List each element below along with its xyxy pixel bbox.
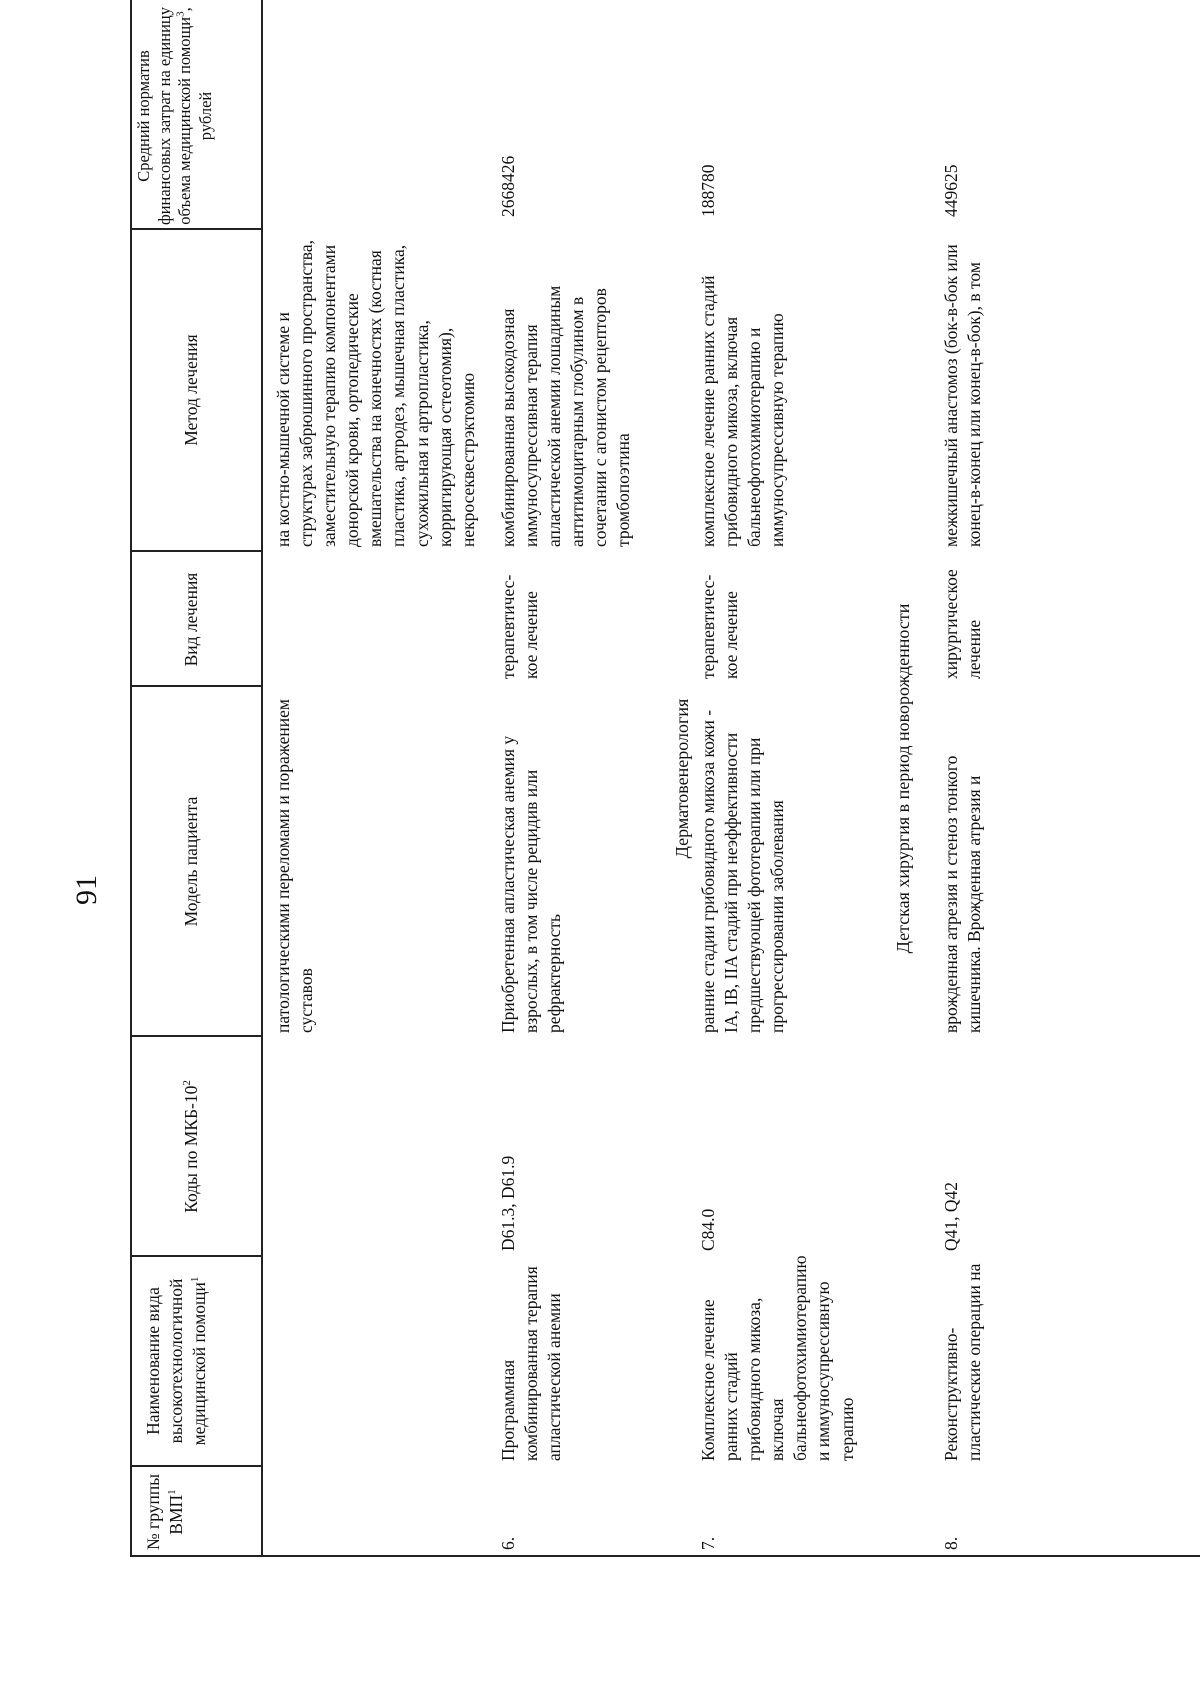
row7-patient-model: ранние стадии грибовидного микоза кожи - IA, IB, IIA стадий при неэффективности предшествующей фототерапии или при прогрессировании заболевания <box>698 709 788 1033</box>
row8-icd-codes: Q41, Q42 <box>941 1181 961 1251</box>
row8-treatment-type: хирургическое лечение <box>941 569 985 679</box>
header-icd-codes: Коды по МКБ-$10^2$ <box>181 1080 201 1213</box>
row6-icd-codes: D61.3, D61.9 <box>498 1155 518 1251</box>
col-divider-5 <box>130 550 261 552</box>
row6-treatment-type: терапевтичес-кое лечение <box>498 574 542 679</box>
header-vmp-name: Наименование вида высокотехнологичной медицинской помощи$^1$ <box>143 1276 210 1446</box>
row7-icd-codes: C84.0 <box>698 1208 718 1251</box>
row8-vmp-name: Реконструктивно-пластические операции на <box>941 1263 985 1461</box>
row6-treatment-method: комбинированная высокодозная иммуносупрессивная терапия апластической анемии лошадиным антитимоцитарным глобулином в сочетании с агонистом рецепторов тромбопоэтина <box>498 285 634 547</box>
col-divider-1 <box>130 1465 261 1467</box>
header-treatment-type: Вид лечения <box>181 572 201 667</box>
header-patient-model: Модель пациента <box>181 796 201 927</box>
header-treatment-method: Метод лечения <box>181 334 201 446</box>
row7-treatment-method: комплексное лечение ранних стадий грибовидного микоза, включая бальнеофотохимиотерапию и иммуносупрессивную терапию <box>698 275 788 547</box>
row8-cost: 449625 <box>941 164 961 217</box>
col-divider-4 <box>130 685 261 687</box>
table-left-border <box>130 1555 1200 1557</box>
row7-number: 7. <box>698 1536 718 1550</box>
row7-vmp-name: Комплексное лечение ранних стадий грибовидного микоза, включая бальнеофотохимиотерапию и иммуносупрессивную терапию <box>698 1255 857 1461</box>
col-divider-3 <box>130 1035 261 1037</box>
section-dermatovenerology: Дерматовенерология <box>672 698 692 859</box>
row8-number: 8. <box>941 1536 961 1550</box>
table-top-border <box>130 0 132 1557</box>
row6-vmp-name: Программная комбинированная терапия апластической анемии <box>498 1266 565 1461</box>
row6-number: 6. <box>498 1536 518 1550</box>
row8-treatment-method: межкишечный анастомоз (бок-в-бок или конец-в-конец или конец-в-бок), в том <box>941 244 985 547</box>
row8-patient-model: врожденная атрезия и стеноз тонкого кишечника. Врожденная атрезия и <box>941 755 985 1033</box>
section-neonatal-surgery: Детская хирургия в период новорожденности <box>893 603 913 954</box>
row6-patient-model: Приобретенная апластическая анемия у взрослых, в том числе рецидив или рефрактерность <box>498 735 565 1033</box>
row6-cost: 2668426 <box>498 155 518 217</box>
col-divider-6 <box>130 228 261 230</box>
header-group-number: № группы ВМП$^1$ <box>143 1474 187 1551</box>
row7-cost: 188780 <box>698 164 718 217</box>
header-cost-standard: Средний норматив финансовых затрат на единицу объема медицинской помощи$^3$, рублей <box>134 7 215 225</box>
header-bottom-border <box>261 0 263 1557</box>
row7-treatment-type: терапевтичес-кое лечение <box>698 574 742 679</box>
continuation-patient-model: патологическими переломами и поражением суставов <box>273 698 317 1033</box>
continuation-treatment-method: на костно-мышечной системе и структурах забрюшинного пространства, заместительную терапию компонентами донорской крови, ортопедические вмешательства на конечностях (костная пластика, артродез, мышечная пластика, сухожильная и артропластика, корригирующая остеотомия), некросеквестрэктомию <box>273 240 478 547</box>
col-divider-2 <box>130 1255 261 1257</box>
page-number: 91 <box>70 875 103 905</box>
